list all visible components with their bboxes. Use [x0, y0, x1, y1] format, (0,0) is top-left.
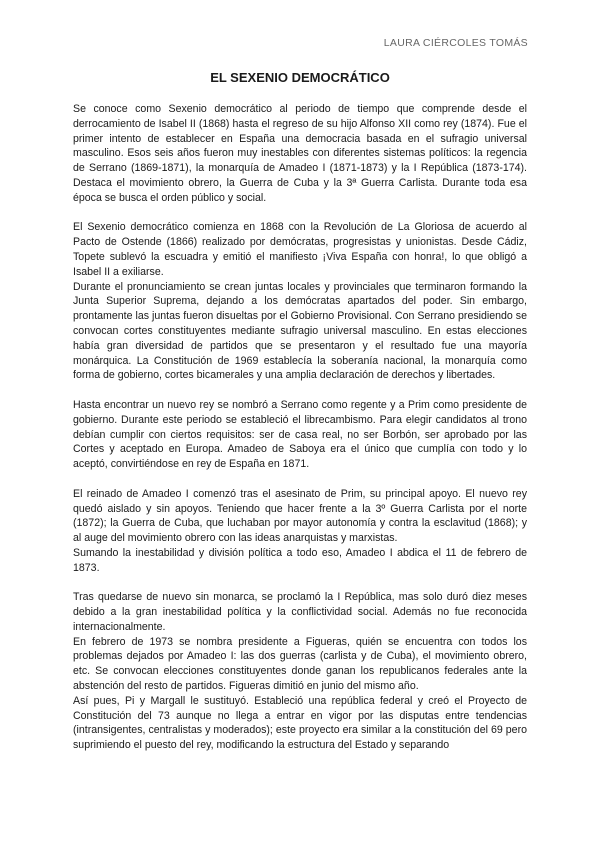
paragraph: Durante el pronunciamiento se crean juntas locales y provinciales que terminaron formando la Junta Superior Suprema, dejando a los demócratas apartados del poder. Sin embargo, prontamente las juntas fueron disueltas por el Gobierno Provisional. Con Serrano presidiendo se convocan cortes constituyentes mediante sufragio universal masculino. En estas elecciones había gran diversidad de partidos que se presentaron y el resultado fue una mayoría monárquica. La Constitución de 1969 establecía la soberanía nacional, la monarquía como forma de gobierno, cortes bicamerales y una amplia declaración de derechos y libertades.	[73, 280, 527, 382]
paragraph: Así pues, Pi y Margall le sustituyó. Estableció una república federal y creó el Proyecto de Constitución del 73 aunque no llega a entrar en vigor por las disputas entre tendencias (intransigentes, centralistas y moderados); este proyecto era similar a la constitución del 69 pero suprimiendo el puesto del rey, modificando la estructura del Estado y separando	[73, 694, 527, 752]
paragraph: Hasta encontrar un nuevo rey se nombró a Serrano como regente y a Prim como presidente de gobierno. Durante este periodo se estableció el librecambismo. Para elegir candidatos al trono debían cumplir con ciertos requisitos: ser de casa real, no ser Borbón, ser aprobado por las Cortes y aceptado en Europa. Amadeo de Saboya era el único que cumplía con todo y lo aceptó, convirtiéndose en rey de España en 1871.	[73, 398, 527, 471]
document-body	[73, 102, 527, 753]
paragraph: Tras quedarse de nuevo sin monarca, se proclamó la I República, mas solo duró diez meses debido a la gran inestabilidad política y la conflictividad social. Además no fue reconocida internacionalmente.	[73, 591, 527, 633]
document-title: EL SEXENIO DEMOCRÁTICO	[210, 70, 390, 85]
paragraph: En febrero de 1973 se nombra presidente a Figueras, quién se encuentra con todos los problemas dejados por Amadeo I: las dos guerras (carlista y de Cuba), el movimiento obrero, etc. Se convocan elecciones constituyentes donde ganan los republicanos federales ante la abstención del resto de partidos. Figueras dimitió en junio del mismo año.	[73, 635, 527, 693]
paragraph: Sumando la inestabilidad y división política a todo eso, Amadeo I abdica el 11 de febrero de 1873.	[73, 546, 527, 574]
paragraph: Se conoce como Sexenio democrático al periodo de tiempo que comprende desde el derrocamiento de Isabel II (1868) hasta el regreso de su hijo Alfonso XII como rey (1874). Fue el primer intento de establecer en España una democracia basada en el sufragio universal masculino. Esos seis años fueron muy inestables con diferentes sistemas políticos: la regencia de Serrano (1869-1871), la monarquía de Amadeo I (1871-1873) y la I República (1873-174). Destaca el movimiento obrero, la Guerra de Cuba y la 3ª Guerra Carlista. Durante toda esa época se busca el orden público y social.	[73, 103, 527, 204]
paragraph: El Sexenio democrático comienza en 1868 con la Revolución de La Gloriosa de acuerdo al Pacto de Ostende (1866) realizado por demócratas, progresistas y unionistas. Desde Cádiz, Topete sublevó la escuadra y emitió el manifiesto ¡Viva España con honra!, lo que obligó a Isabel II a exiliarse.	[73, 221, 527, 278]
author-header: LAURA CIÉRCOLES TOMÁS	[383, 37, 528, 49]
paragraph: El reinado de Amadeo I comenzó tras el asesinato de Prim, su principal apoyo. El nuevo rey quedó aislado y sin apoyos. Teniendo que hacer frente a la 3º Guerra Carlista por el norte (1872); la Guerra de Cuba, que luchaban por mayor autonomía y contra la esclavitud (1868); y al auge del movimiento obrero con las ideas anarquistas y marxistas.	[73, 487, 527, 545]
